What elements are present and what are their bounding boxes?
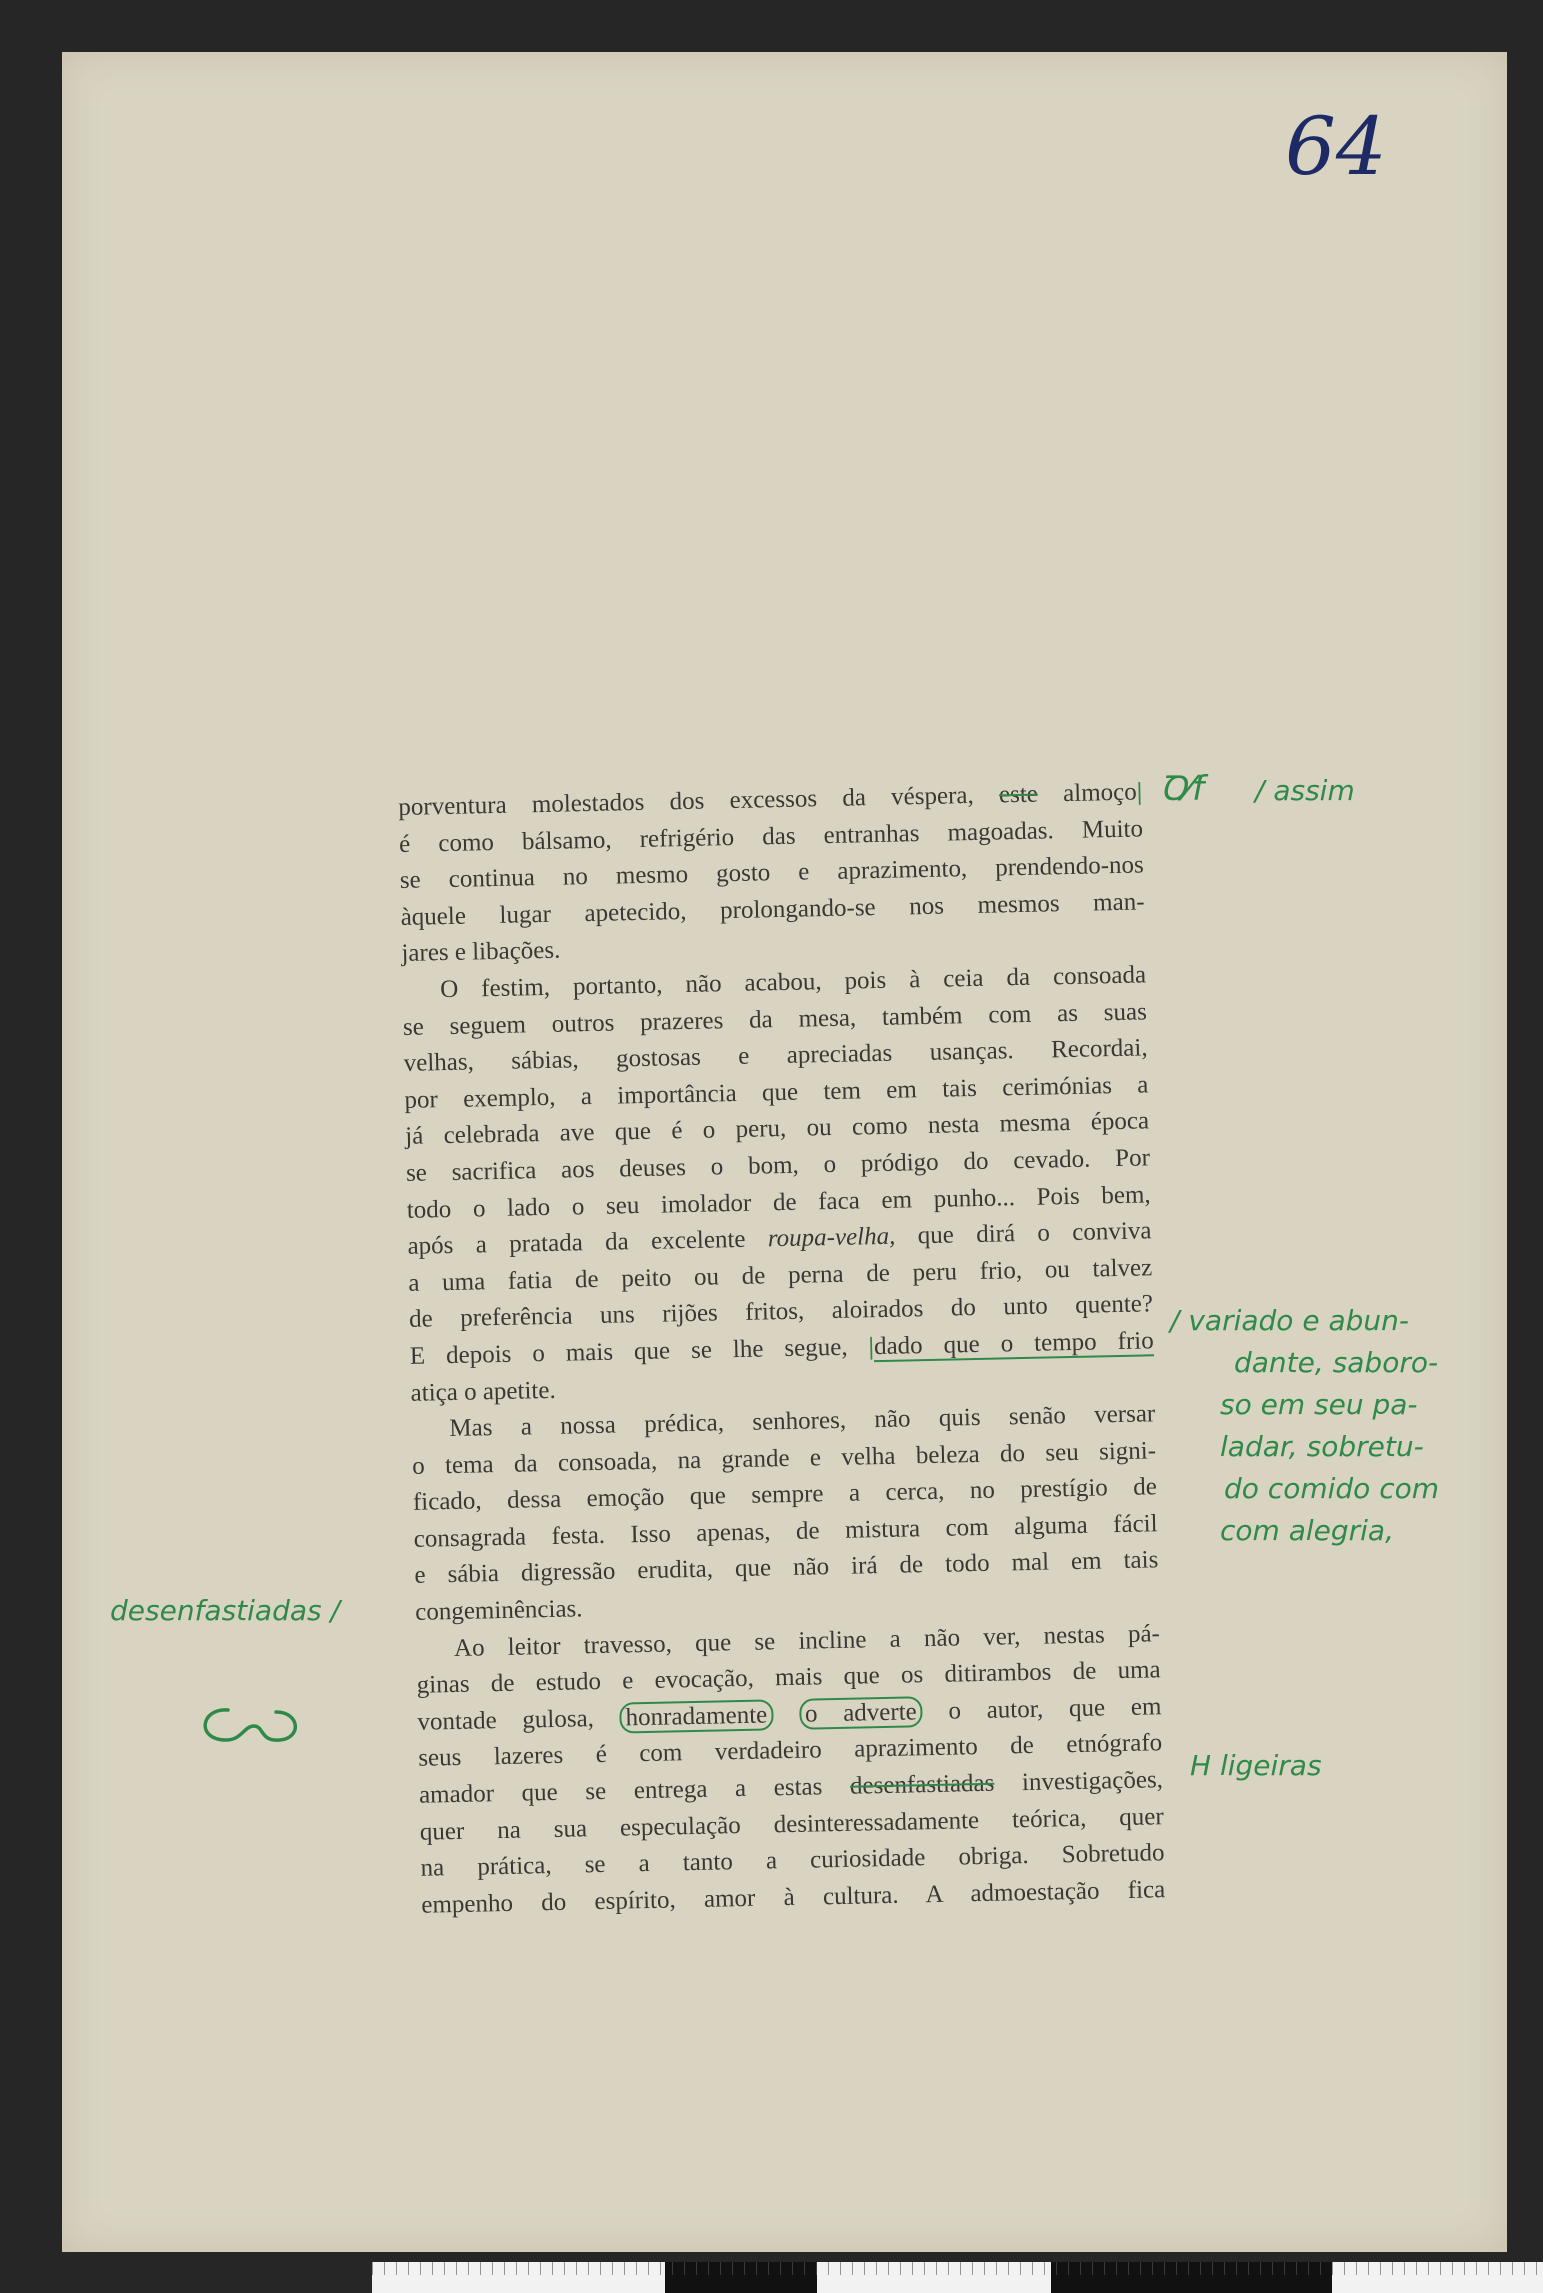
page-number: 64 [1285, 100, 1387, 193]
scale-ruler [372, 2262, 1543, 2293]
text-line: se sacrifica aos deuses o bom, o pródigo do cevado. Por [405, 1144, 1151, 1187]
margin-note-variado [1170, 1300, 1490, 1552]
text-line: após a pratada da excelente roupa-velha, que dirá o conviva [407, 1217, 1152, 1261]
text-line: todo o lado o seu imolador de faca em punho... Pois bem, [406, 1180, 1151, 1224]
typed-body [398, 774, 1166, 1924]
paragraph-4 [416, 1616, 1166, 1924]
text-line: O festim, portanto, não acabou, pois à ceia da consoada [439, 961, 1147, 1004]
text-line: congeminências. [414, 1595, 583, 1626]
margin-note-desenfastiadas: desenfastiadas / [110, 1594, 340, 1627]
text-line: jares e libações. [401, 937, 561, 968]
struck-word: desenfastiadas [849, 1769, 995, 1800]
text-line: vontade gulosa, honradamente o adverte o autor, que em [417, 1693, 1162, 1736]
text-line: é como bálsamo, refrigério das entranhas magoadas. Muito [398, 815, 1144, 858]
text-line: ficado, dessa emoção que sempre a cerca, no prestígio de [412, 1473, 1158, 1517]
text-line: de preferência uns rijões fritos, aloirados do unto quente? [408, 1290, 1154, 1334]
paragraph-3 [411, 1396, 1159, 1631]
note-line: com alegria, [1220, 1514, 1394, 1547]
circled-word: honradamente [619, 1699, 773, 1733]
margin-note-assim: / assim [1255, 774, 1355, 807]
italic-term: roupa-velha, [767, 1222, 896, 1253]
text-line: já celebrada ave que é o peru, ou como nesta mesma época [404, 1107, 1150, 1151]
text-line: Ao leitor travesso, que se incline a não ver, nestas pá- [453, 1619, 1161, 1662]
text-line: E depois o mais que se lhe segue, |dado que o tempo frio [409, 1327, 1154, 1370]
text-line: quer na sua especulação desinteressadamente teórica, quer [419, 1802, 1164, 1846]
text-line: e sábia digressão erudita, que não irá de todo mal em tais [414, 1546, 1159, 1590]
margin-note-oh: Ꝺ⁄f [1160, 769, 1205, 809]
note-line: ladar, sobretu- [1220, 1430, 1424, 1463]
text-line: empenho do espírito, amor à cultura. A admoestação fica [421, 1875, 1166, 1919]
text-line: ginas de estudo e evocação, mais que os ditirambos de uma [416, 1656, 1161, 1700]
text-line: porventura molestados dos excessos da véspera, este almoço| [398, 778, 1143, 821]
text-line: por exemplo, a importância que tem em tais cerimónias a [404, 1071, 1149, 1114]
insert-mark: | [1136, 778, 1143, 806]
text-line: consagrada festa. Isso apenas, de mistura com alguma fácil [413, 1510, 1158, 1553]
transposition-mark-icon [190, 1700, 310, 1750]
text-line: Mas a nossa prédica, senhores, não quis senão versar [449, 1400, 1156, 1443]
underlined-phrase: dado que o tempo frio [873, 1327, 1154, 1361]
text-line: o tema da consoada, na grande e velha beleza do seu signi- [411, 1436, 1157, 1480]
text-line: atiça o apetite. [410, 1376, 556, 1407]
text-line: se continua no mesmo gosto e aprazimento, prendendo-nos [399, 851, 1145, 895]
paragraph-1 [398, 774, 1146, 973]
text-line: seus lazeres é com verdadeiro aprazimento de etnógrafo [418, 1729, 1163, 1773]
note-line: dante, saboro- [1234, 1346, 1439, 1379]
insert-mark: | [868, 1333, 875, 1361]
note-line: / variado e abun- [1170, 1304, 1409, 1337]
paragraph-2 [402, 957, 1155, 1412]
margin-note-ligeiras: H ligeiras [1190, 1749, 1322, 1782]
text-line: velhas, sábias, gostosas e apreciadas usanças. Recordai, [403, 1034, 1148, 1078]
text-line: a uma fatia de peito ou de perna de peru frio, ou talvez [408, 1254, 1153, 1297]
note-line: so em seu pa- [1220, 1388, 1418, 1421]
text-line: se seguem outros prazeres da mesa, também com as suas [402, 997, 1148, 1041]
circled-phrase: o adverte [799, 1696, 923, 1730]
text-line: na prática, se a tanto a curiosidade obriga. Sobretudo [420, 1839, 1165, 1882]
text-line: àquele lugar apetecido, prolongando-se nos mesmos man- [400, 888, 1145, 931]
struck-word: este [998, 780, 1039, 809]
text-line: amador que se entrega a estas desenfastiadas investigações, [418, 1766, 1164, 1809]
note-line: do comido com [1224, 1472, 1439, 1505]
